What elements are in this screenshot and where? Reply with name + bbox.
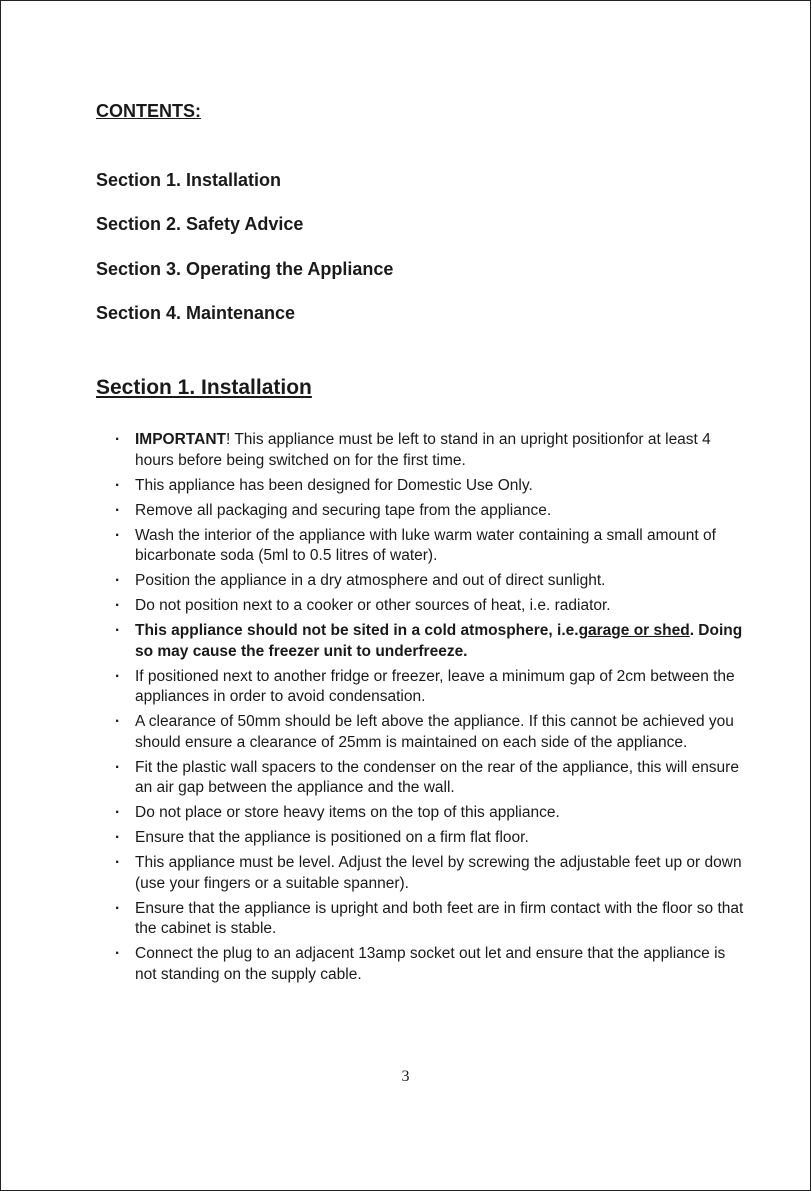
list-item-domestic: · This appliance has been designed for Domestic Use Only. xyxy=(115,476,745,497)
list-item-gap: · If positioned next to another fridge or freezer, leave a minimum gap of 2cm between the appliances in order to avoid condensation. xyxy=(115,667,745,708)
section-1-heading: Section 1. Installation xyxy=(96,376,312,399)
list-item-packaging: · Remove all packaging and securing tape from the appliance. xyxy=(115,501,745,522)
contents-heading: CONTENTS: xyxy=(96,101,201,121)
list-item-wash: · Wash the interior of the appliance with luke warm water containing a small amount of bicarbonate soda (5ml to 0.5 litres of water). xyxy=(115,526,745,567)
toc-item-section-4: Section 4. Maintenance xyxy=(96,302,296,323)
list-item-level: · This appliance must be level. Adjust the level by screwing the adjustable feet up or down (use your fingers or a suitable spanner). xyxy=(115,853,745,894)
cold-text-1: This appliance should not be sited in a cold atmosphere, i.e. xyxy=(135,622,579,639)
toc-item-section-1: Section 1. Installation xyxy=(96,170,282,190)
list-item-spacers: · Fit the plastic wall spacers to the condenser on the rear of the appliance, this will ensure an air gap between the appliance and the wall. xyxy=(115,758,745,799)
list-item-cold-atmosphere xyxy=(115,621,745,662)
installation-list xyxy=(115,430,745,990)
toc-item-section-3: Section 3. Operating the Appliance xyxy=(96,258,394,279)
list-item-heat: · Do not position next to a cooker or other sources of heat, i.e. radiator. xyxy=(115,596,745,617)
list-item-clearance: · A clearance of 50mm should be left above the appliance. If this cannot be achieved you should ensure a clearance of 25mm is maintained on each side of the appliance. xyxy=(115,712,745,753)
list-item-heavy-items: · Do not place or store heavy items on the top of this appliance. xyxy=(115,803,745,824)
important-label: IMPORTANT xyxy=(135,431,226,448)
list-item-important xyxy=(115,430,745,471)
toc-item-section-2: Section 2. Safety Advice xyxy=(96,214,304,235)
cold-text-2: . Doing so may cause the freezer unit to underfreeze. xyxy=(135,622,743,660)
page-number: 3 xyxy=(401,1068,410,1085)
list-item-floor: · Ensure that the appliance is positioned on a firm flat floor. xyxy=(115,828,745,849)
important-text: ! This appliance must be left to stand in an upright positionfor at least 4 hours before being switched on for the first time. xyxy=(135,431,711,469)
list-item-plug: · Connect the plug to an adjacent 13amp socket out let and ensure that the appliance is not standing on the supply cable. xyxy=(115,944,745,985)
list-item-upright: · Ensure that the appliance is upright and both feet are in firm contact with the floor so that the cabinet is stable. xyxy=(115,899,745,940)
cold-text-underlined: garage or shed xyxy=(578,622,690,639)
table-of-contents xyxy=(96,169,393,346)
list-item-position: · Position the appliance in a dry atmosphere and out of direct sunlight. xyxy=(115,571,745,592)
